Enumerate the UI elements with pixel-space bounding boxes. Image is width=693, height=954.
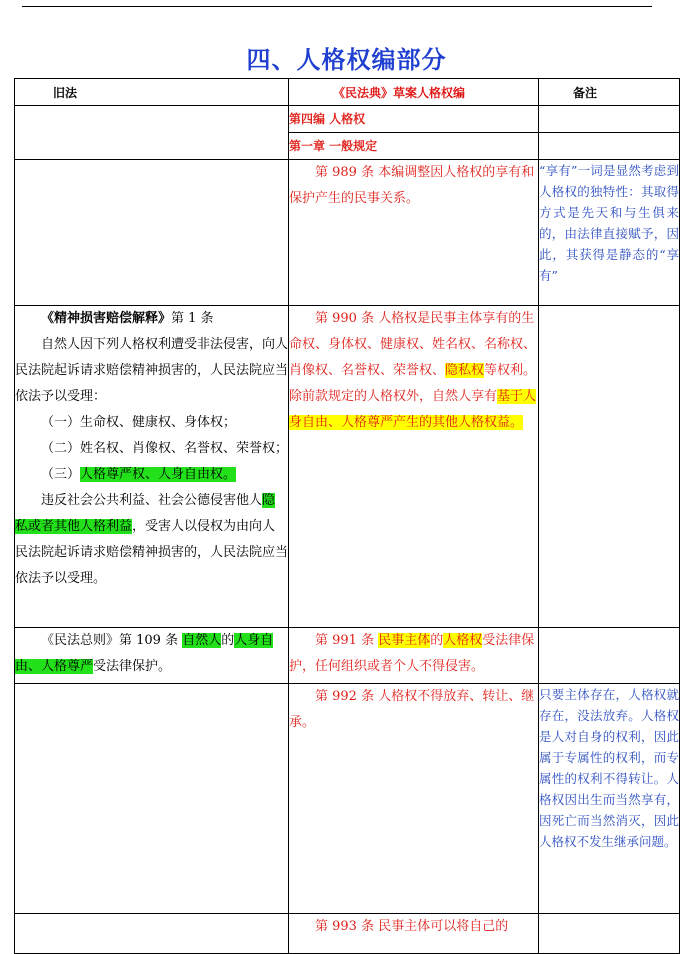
old-paragraph <box>15 488 288 592</box>
old-law-article-1 <box>15 306 289 628</box>
article-989-text: 第 989 条 本编调整因人格权的享有和保护产生的民事关系。 <box>289 165 535 206</box>
table-row <box>15 160 680 306</box>
highlight-yellow: 基于人身自由、人格尊严产生的其他人格权益。 <box>289 389 537 430</box>
chapter-heading: 第一章 一般规定 <box>289 133 539 160</box>
old-source-title: 《精神损害赔偿解释》 <box>41 311 172 326</box>
column-header-notes: 备注 <box>539 79 680 106</box>
text: ，受害人以侵权为由向人民法院起诉请求赔偿精神损害的，人民法院应当依法予以受理。 <box>15 519 289 586</box>
column-header-old-law: 旧法 <box>15 79 289 106</box>
part-heading: 第四编 人格权 <box>289 106 539 133</box>
header-rule <box>22 6 652 7</box>
note-989: “享有”一词是显然考虑到人格权的独特性：其取得方式是先天和与生俱来的，由法律直接赋予，因此，其获得是静态的“享有” <box>539 160 680 306</box>
old-source-line <box>15 306 288 332</box>
old-source-article: 第 1 条 <box>171 311 214 326</box>
draft-article-993 <box>289 914 539 954</box>
text: 《民法总则》第 109 条 <box>41 633 183 648</box>
column-header-draft: 《民法典》草案人格权编 <box>289 79 539 106</box>
old-paragraph <box>15 628 288 680</box>
table-row <box>15 684 680 914</box>
note-cell-empty <box>539 628 680 684</box>
article-993-text: 第 993 条 民事主体可以将自己的 <box>315 919 509 934</box>
note-cell-empty <box>539 306 680 628</box>
text: 受法律保护，任何组织或者个人不得侵害。 <box>289 633 535 674</box>
article-990-text <box>289 306 538 436</box>
text: 受法律保护。 <box>93 659 172 674</box>
text: 第 991 条 <box>315 633 379 648</box>
draft-article-990 <box>289 306 539 628</box>
comparison-table <box>14 78 680 954</box>
draft-article-992 <box>289 684 539 914</box>
article-991-text <box>289 628 538 680</box>
old-paragraph: （二）姓名权、肖像权、名誉权、荣誉权； <box>41 441 289 456</box>
note-cell-empty <box>539 133 680 160</box>
note-992: 只要主体存在，人格权就存在，没法放弃。人格权是人对自身的权利，因此属于专属性的权利，而专属性的权利不得转让。人格权因出生而当然享有，因死亡而当然消灭，因此人格权不发生继承问题。 <box>539 684 680 914</box>
page-title: 四、人格权编部分 <box>246 46 447 74</box>
note-cell-empty <box>539 914 680 954</box>
text: 违反社会公共利益、社会公德侵害他人 <box>41 493 263 508</box>
old-paragraph <box>15 462 288 488</box>
article-992-text: 第 992 条 人格权不得放弃、转让、继承。 <box>289 689 535 730</box>
table-row <box>15 306 680 628</box>
text: 等权利。除前款规定的人格权外，自然人享有 <box>289 363 537 404</box>
table-row <box>15 914 680 954</box>
highlight-yellow: 民事主体 <box>378 633 431 648</box>
text: 第 990 条 人格权是民事主体享有的生命权、身体权、健康权、姓名权、名称权、肖像权、名誉权、荣誉权、 <box>289 311 537 378</box>
highlight-green: 隐私或者其他人格利益 <box>15 493 276 534</box>
highlight-yellow: 人格权 <box>443 633 483 648</box>
old-law-cell-empty <box>15 106 289 160</box>
table-header-row <box>15 79 680 106</box>
note-cell-empty <box>539 106 680 133</box>
draft-article-991 <box>289 628 539 684</box>
table-row-part-heading <box>15 106 680 133</box>
highlight-green: 自然人 <box>182 633 222 648</box>
old-law-article-109 <box>15 628 289 684</box>
old-law-cell-empty <box>15 914 289 954</box>
old-law-cell-empty <box>15 160 289 306</box>
highlight-yellow: 隐私权 <box>445 363 485 378</box>
old-paragraph: （一）生命权、健康权、身体权； <box>41 415 237 430</box>
highlight-green: 人格尊严权、人身自由权。 <box>80 467 237 482</box>
table-row <box>15 628 680 684</box>
highlight-green: 人身自由、人格尊严 <box>15 633 274 674</box>
text: 的 <box>430 633 444 648</box>
draft-article-989 <box>289 160 539 306</box>
text: 的 <box>221 633 235 648</box>
old-law-cell-empty <box>15 684 289 914</box>
text: （三） <box>41 467 81 482</box>
old-paragraph: 自然人因下列人格权利遭受非法侵害，向人民法院起诉请求赔偿精神损害的，人民法院应当依法予以受理： <box>15 337 289 404</box>
